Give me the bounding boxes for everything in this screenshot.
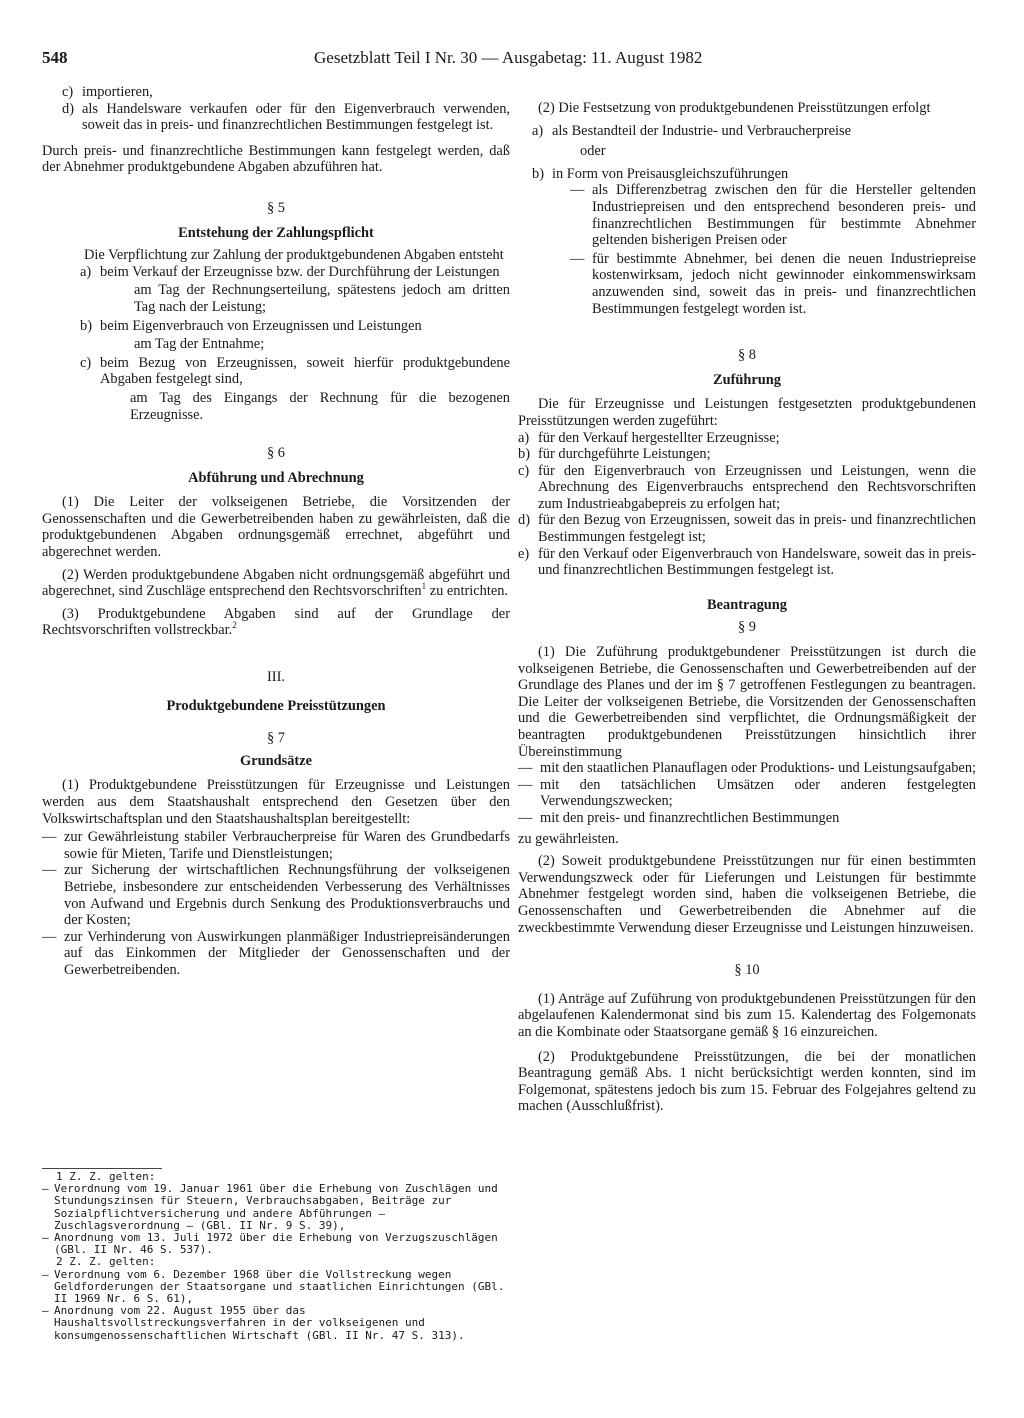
section-8-title: Zuführung [713, 371, 781, 388]
footnote-1-item-a: – Verordnung vom 19. Januar 1961 über die Erhebung von Zuschlägen und Stundungszinsen für Steuern, Verbrauchsabgaben, Beiträge zur Sozialpflichtversicherung und andere Abführungen — Zuschlagsverordnung — (GBl. II Nr. 9 S. 39), [42, 1182, 498, 1232]
right-column [518, 100, 976, 1115]
section-5-item-b: b) beim Eigenverbrauch von Erzeugnissen und Leistungen [80, 317, 422, 334]
section-9-end: zu gewährleisten. [518, 830, 619, 847]
section-5-item-a-sub: am Tag der Rechnungserteilung, spätestens jedoch am dritten Tag nach der Leistung; [134, 282, 510, 315]
section-7-paragraph-1: (1) Produktgebundene Preisstützungen für Erzeugnisse und Leistungen werden aus dem Staatshaushalt entsprechend den Gesetzen über den Volkswirtschaftsplan und den Staatshaushaltsplan bereitgestellt: [42, 777, 510, 827]
section-6-number: § 6 [267, 445, 285, 462]
section-7-oder: oder [580, 143, 606, 160]
section-8-item-e: e) für den Verkauf oder Eigenverbrauch von Handelsware, soweit das in preis- und finanzrechtlichen Bestimmungen festgelegt ist. [518, 545, 976, 579]
section-5-item-b-sub: am Tag der Entnahme; [134, 336, 265, 353]
section-6-title: Abführung und Abrechnung [188, 469, 364, 486]
footnote-rule [42, 1168, 162, 1169]
section-6-paragraph-1: (1) Die Leiter der volkseigenen Betriebe, die Vorsitzenden der Genossenschaften und die Gewerbetreibenden haben zu gewährleisten, daß die produktgebundenen Abgaben ordnungsgemäß errechnet, abgeführt und abgerechnet werden. [42, 494, 510, 561]
list-item-c: c) importieren, [62, 84, 153, 100]
footnote-1-item-b: – Anordnung vom 13. Juli 1972 über die Erhebung von Verzugszuschlägen (GBl. II Nr. 46 S. 537). [42, 1231, 498, 1257]
section-5-item-c: c) beim Bezug von Erzeugnissen, soweit hierfür produktgebundene Abgaben festgelegt sind, [80, 354, 510, 388]
section-7-dash-1: — zur Gewährleistung stabiler Verbraucherpreise für Waren des Grundbedarfs sowie für Mieten, Tarife und Dienstleistungen; [42, 829, 510, 862]
section-7-dash-3: — zur Verhinderung von Auswirkungen planmäßiger Industriepreisänderungen auf das Einkommen der Mitglieder der Genossenschaften und der Gewerbetreibenden. [42, 928, 510, 978]
footnote-2-head: 2 Z. Z. gelten: [56, 1255, 156, 1269]
section-9-dash-1: — mit den staatlichen Planauflagen oder Produktions- und Leistungsaufgaben; [518, 760, 977, 777]
section-5-item-a: a) beim Verkauf der Erzeugnisse bzw. der Durchführung der Leistungen [80, 263, 500, 280]
section-5-number: § 5 [267, 199, 285, 216]
section-8-item-c: c) für den Eigenverbrauch von Erzeugnissen und Leistungen, wenn die Abrechnung des Eigenverbrauchs entsprechend den Rechtsvorschriften zum Industrieabgabepreis zu erfolgen hat; [518, 462, 976, 512]
page-header [42, 48, 982, 80]
section-10-paragraph-1: (1) Anträge auf Zuführung von produktgebundenen Preisstützungen für den abgelaufenen Kalendermonat sind bis zum 15. Kalendertag des Folgemonats an die Kombinate oder Staatsorgane gemäß § 16 einzureichen. [518, 990, 976, 1040]
section-9-dash-2: — mit den tatsächlichen Umsätzen oder anderen festgelegten Verwendungszwecken; [518, 776, 976, 810]
paragraph-durch: Durch preis- und finanzrechtliche Bestimmungen kann festgelegt werden, daß der Abnehmer produktgebundene Abgaben abzuführen hat. [42, 142, 510, 176]
section-7-b-dash-1: — als Differenzbetrag zwischen den für die Hersteller geltenden Industriepreisen und den entsprechend besonderen preis- und finanzrechtlichen Bestimmungen für bestimmte Abnehmer geltenden bisherigen Preisen oder [570, 182, 976, 249]
section-8-item-d: d) für den Bezug von Erzeugnissen, soweit das in preis- und finanzrechtlichen Bestimmungen festgelegt ist; [518, 512, 976, 546]
section-5-item-c-sub: am Tag des Eingangs der Rechnung für die bezogenen Erzeugnisse. [130, 389, 510, 423]
section-8-intro: Die für Erzeugnisse und Leistungen festgesetzten produktgebundenen Preisstützungen werden zugeführt: [518, 396, 976, 429]
section-7-b-dash-2: — für bestimmte Abnehmer, bei denen die neuen Industriepreise kostenwirksam, jedoch nicht gewinnoder einkommenswirksam anzuwenden sind, soweit das in preis- und finanzrechtlichen Bestimmungen festgelegt worden ist. [570, 250, 976, 317]
list-item-d: d) als Handelsware verkaufen oder für den Eigenverbrauch verwenden, soweit das in preis- und finanzrechtlichen Bestimmungen festgelegt ist. [62, 100, 510, 134]
section-6-paragraph-2: (2) Werden produktgebundene Abgaben nicht ordnungsgemäß abgeführt und abgerechnet, sind Zuschläge entsprechend den Rechtsvorschriften$^1$ zu entrichten. [42, 566, 510, 600]
section-10-paragraph-2: (2) Produktgebundene Preisstützungen, die bei der monatlichen Beantragung gemäß Abs. 1 nicht berücksichtigt werden konnten, sind im Folgemonat, spätestens jedoch bis zum 15. Februar des Folgejahres geltend zu machen (Ausschlußfrist). [518, 1048, 976, 1115]
footnote-1-head: 1 Z. Z. gelten: [56, 1170, 156, 1183]
section-10-number: § 10 [734, 962, 760, 979]
part-title: Produktgebundene Preisstützungen [166, 697, 386, 714]
section-7-item-a: a) als Bestandteil der Industrie- und Verbraucherpreise [532, 122, 852, 139]
section-7-title: Grundsätze [240, 752, 312, 769]
section-7-paragraph-2: (2) Die Festsetzung von produktgebundenen Preisstützungen erfolgt [538, 100, 931, 116]
section-8-number: § 8 [738, 347, 756, 364]
section-9-paragraph-2: (2) Soweit produktgebundene Preisstützungen nur für einen bestimmten Verwendungszweck oder für Lieferungen und Leistungen für bestimmte Abnehmer festgelegt worden sind, haben die volkseigenen Betriebe, die Genossenschaften und Gewerbetreibenden die Abnehmer auf die zweckbestimmte Verwendung dieser Erzeugnisse und Leistungen hinzuweisen. [518, 853, 976, 936]
section-5-intro: Die Verpflichtung zur Zahlung der produktgebundenen Abgaben entsteht [84, 247, 504, 264]
section-5-title: Entstehung der Zahlungspflicht [178, 224, 374, 241]
section-6-paragraph-3: (3) Produktgebundene Abgaben sind auf der Grundlage der Rechtsvorschriften vollstreckbar.$^2$ [42, 605, 510, 639]
section-8-item-b: b) für durchgeführte Leistungen; [518, 446, 711, 463]
left-column [42, 84, 510, 979]
section-7-dash-2: — zur Sicherung der wirtschaftlichen Rechnungsführung der volkseigenen Betriebe, insbesondere zur entscheidenden Verbesserung des Verhältnisses von Aufwand und Ergebnis durch Senkung des Produktionsverbrauchs und der Kosten; [42, 862, 510, 929]
footnote-2-item-b: – Anordnung vom 22. August 1955 über das Haushaltsvollstreckungsverfahren in der volkseigenen und konsumgenossenschaftlichen Wirtschaft (GBl. II Nr. 47 S. 313). [42, 1304, 465, 1342]
gazette-title: Gesetzblatt Teil I Nr. 30 — Ausgabetag: 11. August 1982 [314, 48, 703, 67]
beantragung-title: Beantragung [707, 596, 787, 613]
section-9-dash-3: — mit den preis- und finanzrechtlichen Bestimmungen [518, 809, 840, 826]
section-7-item-b: b) in Form von Preisausgleichszuführungen [532, 165, 789, 182]
page-number: 548 [42, 48, 68, 67]
footnote-2-item-a: – Verordnung vom 6. Dezember 1968 über die Vollstreckung wegen Geldforderungen der Staatsorgane und staatlichen Einrichtungen (GBl. II 1969 Nr. 6 S. 61), [42, 1267, 505, 1306]
section-8-item-a: a) für den Verkauf hergestellter Erzeugnisse; [518, 429, 780, 446]
part-number: III. [267, 669, 285, 686]
section-9-paragraph-1: (1) Die Zuführung produktgebundener Preisstützungen ist durch die volkseigenen Betriebe, die Genossenschaften und Gewerbetreibenden auf der Grundlage des Planes und der im § 7 getroffenen Festlegungen zu beantragen. Die Leiter der volkseigenen Betriebe, die Vorsitzenden der Genossenschaften und die Gewerbetreibenden sind verpflichtet, die Ordnungsmäßigkeit der beantragten produktgebundenen Preisstützungen hinsichtlich ihrer Übereinstimmung [518, 644, 976, 760]
section-7-number: § 7 [267, 730, 285, 747]
footnotes [42, 1168, 510, 1342]
section-9-number: § 9 [738, 619, 756, 636]
